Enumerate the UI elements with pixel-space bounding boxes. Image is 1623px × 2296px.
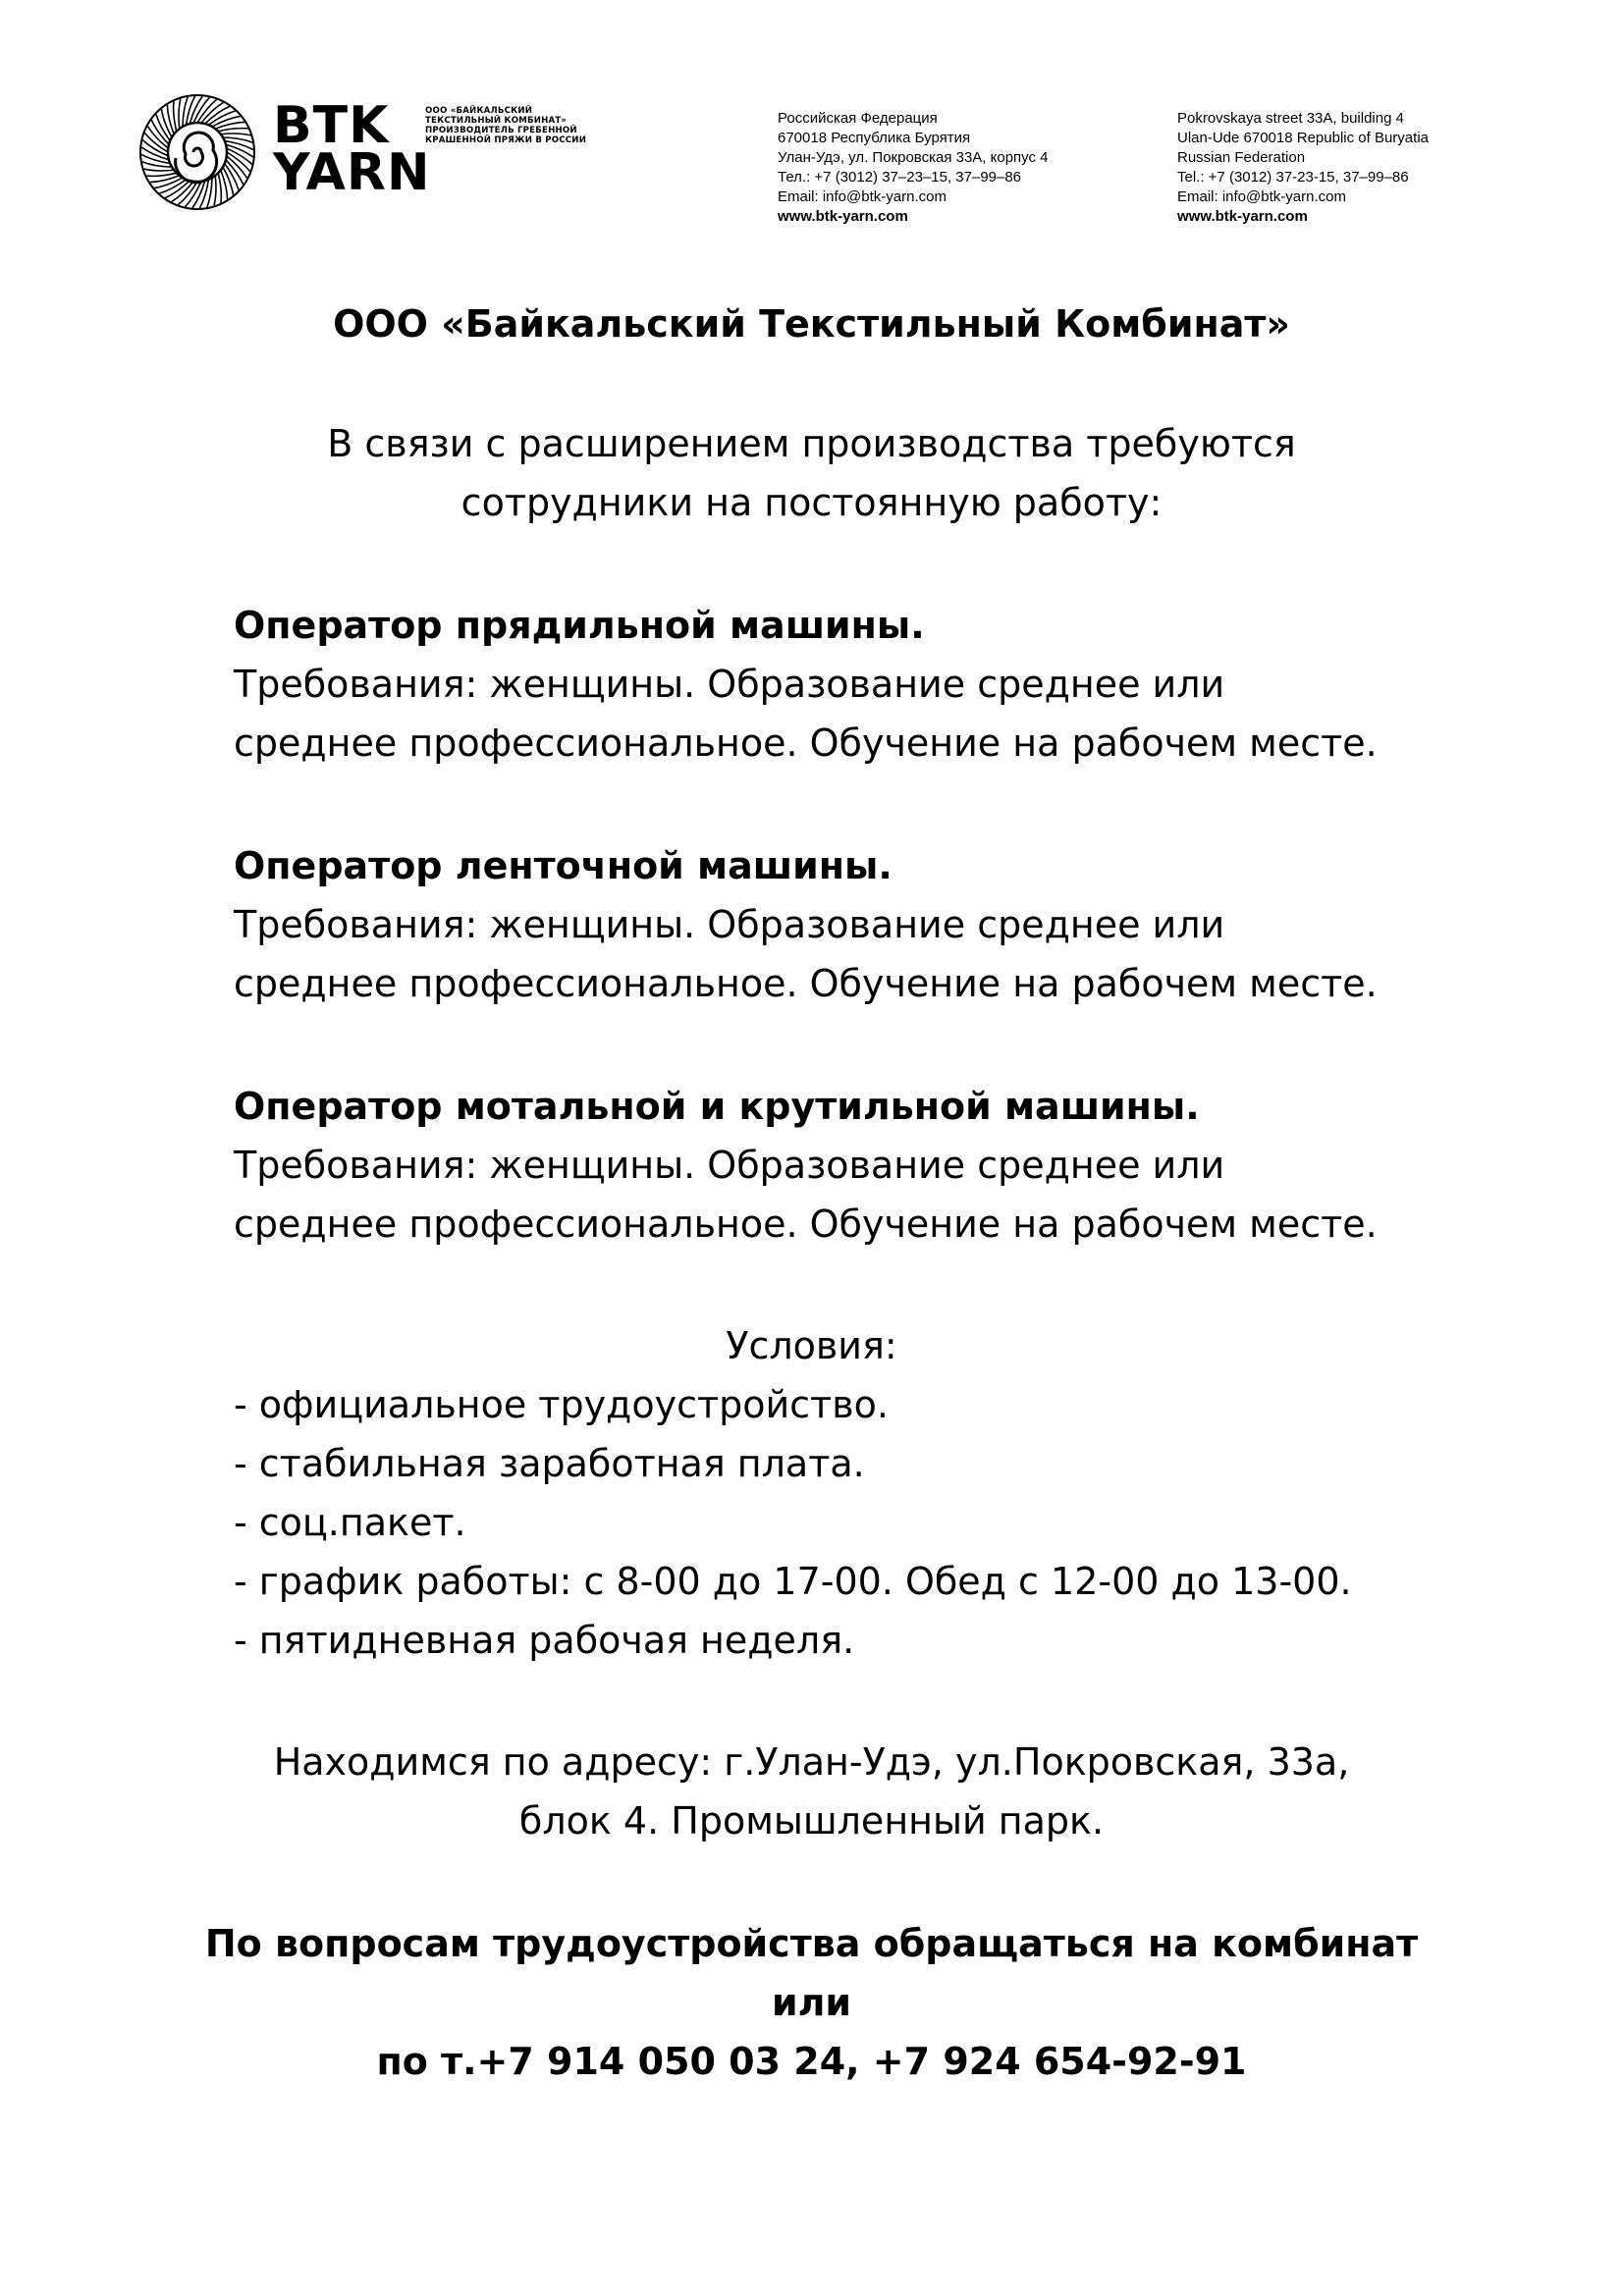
position-title: Оператор прядильной машины. bbox=[234, 604, 925, 647]
position-title: Оператор мотальной и крутильной машины. bbox=[234, 1085, 1200, 1128]
condition-item: - стабильная заработная плата. bbox=[234, 1442, 865, 1485]
address-ru-line: Улан-Удэ, ул. Покровская 33А, корпус 4 bbox=[778, 149, 1049, 166]
address-ru-line: Российская Федерация bbox=[778, 110, 938, 127]
address-en-website: www.btk-yarn.com bbox=[1177, 208, 1308, 225]
address-en-line: Pokrovskaya street 33A, building 4 bbox=[1177, 110, 1404, 127]
address-ru-email: Email: info@btk-yarn.com bbox=[778, 188, 947, 205]
condition-item: - график работы: с 8-00 до 17-00. Обед с 12-00 до 13-00. bbox=[234, 1560, 1352, 1603]
tagline-line: ТЕКСТИЛЬНЫЙ КОМБИНАТ» bbox=[425, 116, 568, 126]
condition-item: - соц.пакет. bbox=[234, 1501, 466, 1544]
condition-item: - официальное трудоустройство. bbox=[234, 1383, 889, 1426]
company-title: ООО «Байкальский Текстильный Комбинат» bbox=[333, 302, 1290, 346]
position-requirements-line: среднее профессиональное. Обучение на рабочем месте. bbox=[234, 962, 1378, 1005]
address-en-line: Ulan-Ude 670018 Republic of Buryatia bbox=[1177, 130, 1429, 146]
emblem-ray bbox=[186, 182, 201, 207]
address-ru-phone: Тел.: +7 (3012) 37–23–15, 37–99–86 bbox=[778, 169, 1022, 186]
brand-line-1: BTK bbox=[273, 96, 390, 155]
position-requirements-line: среднее профессиональное. Обучение на рабочем месте. bbox=[234, 721, 1378, 765]
address-block-en bbox=[1177, 109, 1429, 227]
emblem-ray bbox=[174, 101, 177, 131]
location-line: блок 4. Промышленный парк. bbox=[518, 1799, 1105, 1842]
spiral-emblem-icon bbox=[138, 93, 256, 211]
tagline-line: КРАШЕННОЙ ПРЯЖИ В РОССИИ bbox=[425, 135, 587, 145]
intro-line: В связи с расширением производства требуются bbox=[327, 422, 1296, 465]
position-requirements-line: Требования: женщины. Образование среднее или bbox=[234, 663, 1225, 706]
address-block-ru bbox=[778, 109, 1049, 227]
emblem-ray bbox=[214, 176, 216, 206]
emblem-ray bbox=[144, 169, 175, 171]
contact-line: или bbox=[771, 1981, 852, 2024]
position-title: Оператор ленточной машины. bbox=[234, 844, 893, 887]
emblem-ray bbox=[221, 133, 251, 135]
contact-phones: по т.+7 914 050 03 24, +7 924 654-92-91 bbox=[376, 2040, 1247, 2083]
tagline-line: ПРОИЗВОДИТЕЛЬ ГРЕБЕННОЙ bbox=[425, 126, 577, 135]
conditions-heading: Условия: bbox=[726, 1324, 897, 1367]
position-requirements-line: среднее профессиональное. Обучение на рабочем месте. bbox=[234, 1202, 1378, 1246]
emblem-ray bbox=[218, 173, 221, 202]
emblem-ray bbox=[218, 129, 247, 132]
emblem-ray bbox=[146, 173, 176, 176]
btk-yarn-logo-emblem bbox=[138, 93, 256, 211]
emblem-ray bbox=[193, 97, 209, 123]
tagline-line: ООО «БАЙКАЛЬСКИЙ bbox=[425, 106, 533, 116]
location-line: Находимся по адресу: г.Улан-Удэ, ул.Покровская, 33а, bbox=[273, 1740, 1350, 1784]
position-requirements-line: Требования: женщины. Образование среднее или bbox=[234, 903, 1225, 946]
position-requirements-line: Требования: женщины. Образование среднее или bbox=[234, 1144, 1225, 1187]
emblem-ray bbox=[227, 148, 252, 164]
address-en-phone: Tel.: +7 (3012) 37-23-15, 37–99–86 bbox=[1177, 169, 1409, 186]
brand-line-2: YARN bbox=[273, 143, 431, 202]
condition-item: - пятидневная рабочая неделя. bbox=[234, 1619, 855, 1662]
address-en-line: Russian Federation bbox=[1177, 149, 1306, 166]
address-ru-line: 670018 Республика Бурятия bbox=[778, 130, 971, 146]
address-en-email: Email: info@btk-yarn.com bbox=[1177, 188, 1346, 205]
brand-tagline bbox=[425, 106, 586, 145]
contact-line: По вопросам трудоустройства обращаться на комбинат bbox=[204, 1922, 1419, 1965]
address-ru-website: www.btk-yarn.com bbox=[778, 208, 908, 225]
emblem-ray bbox=[142, 140, 168, 156]
emblem-ray bbox=[179, 99, 181, 130]
intro-line: сотрудники на постоянную работу: bbox=[460, 481, 1163, 524]
brand-name bbox=[273, 96, 431, 202]
